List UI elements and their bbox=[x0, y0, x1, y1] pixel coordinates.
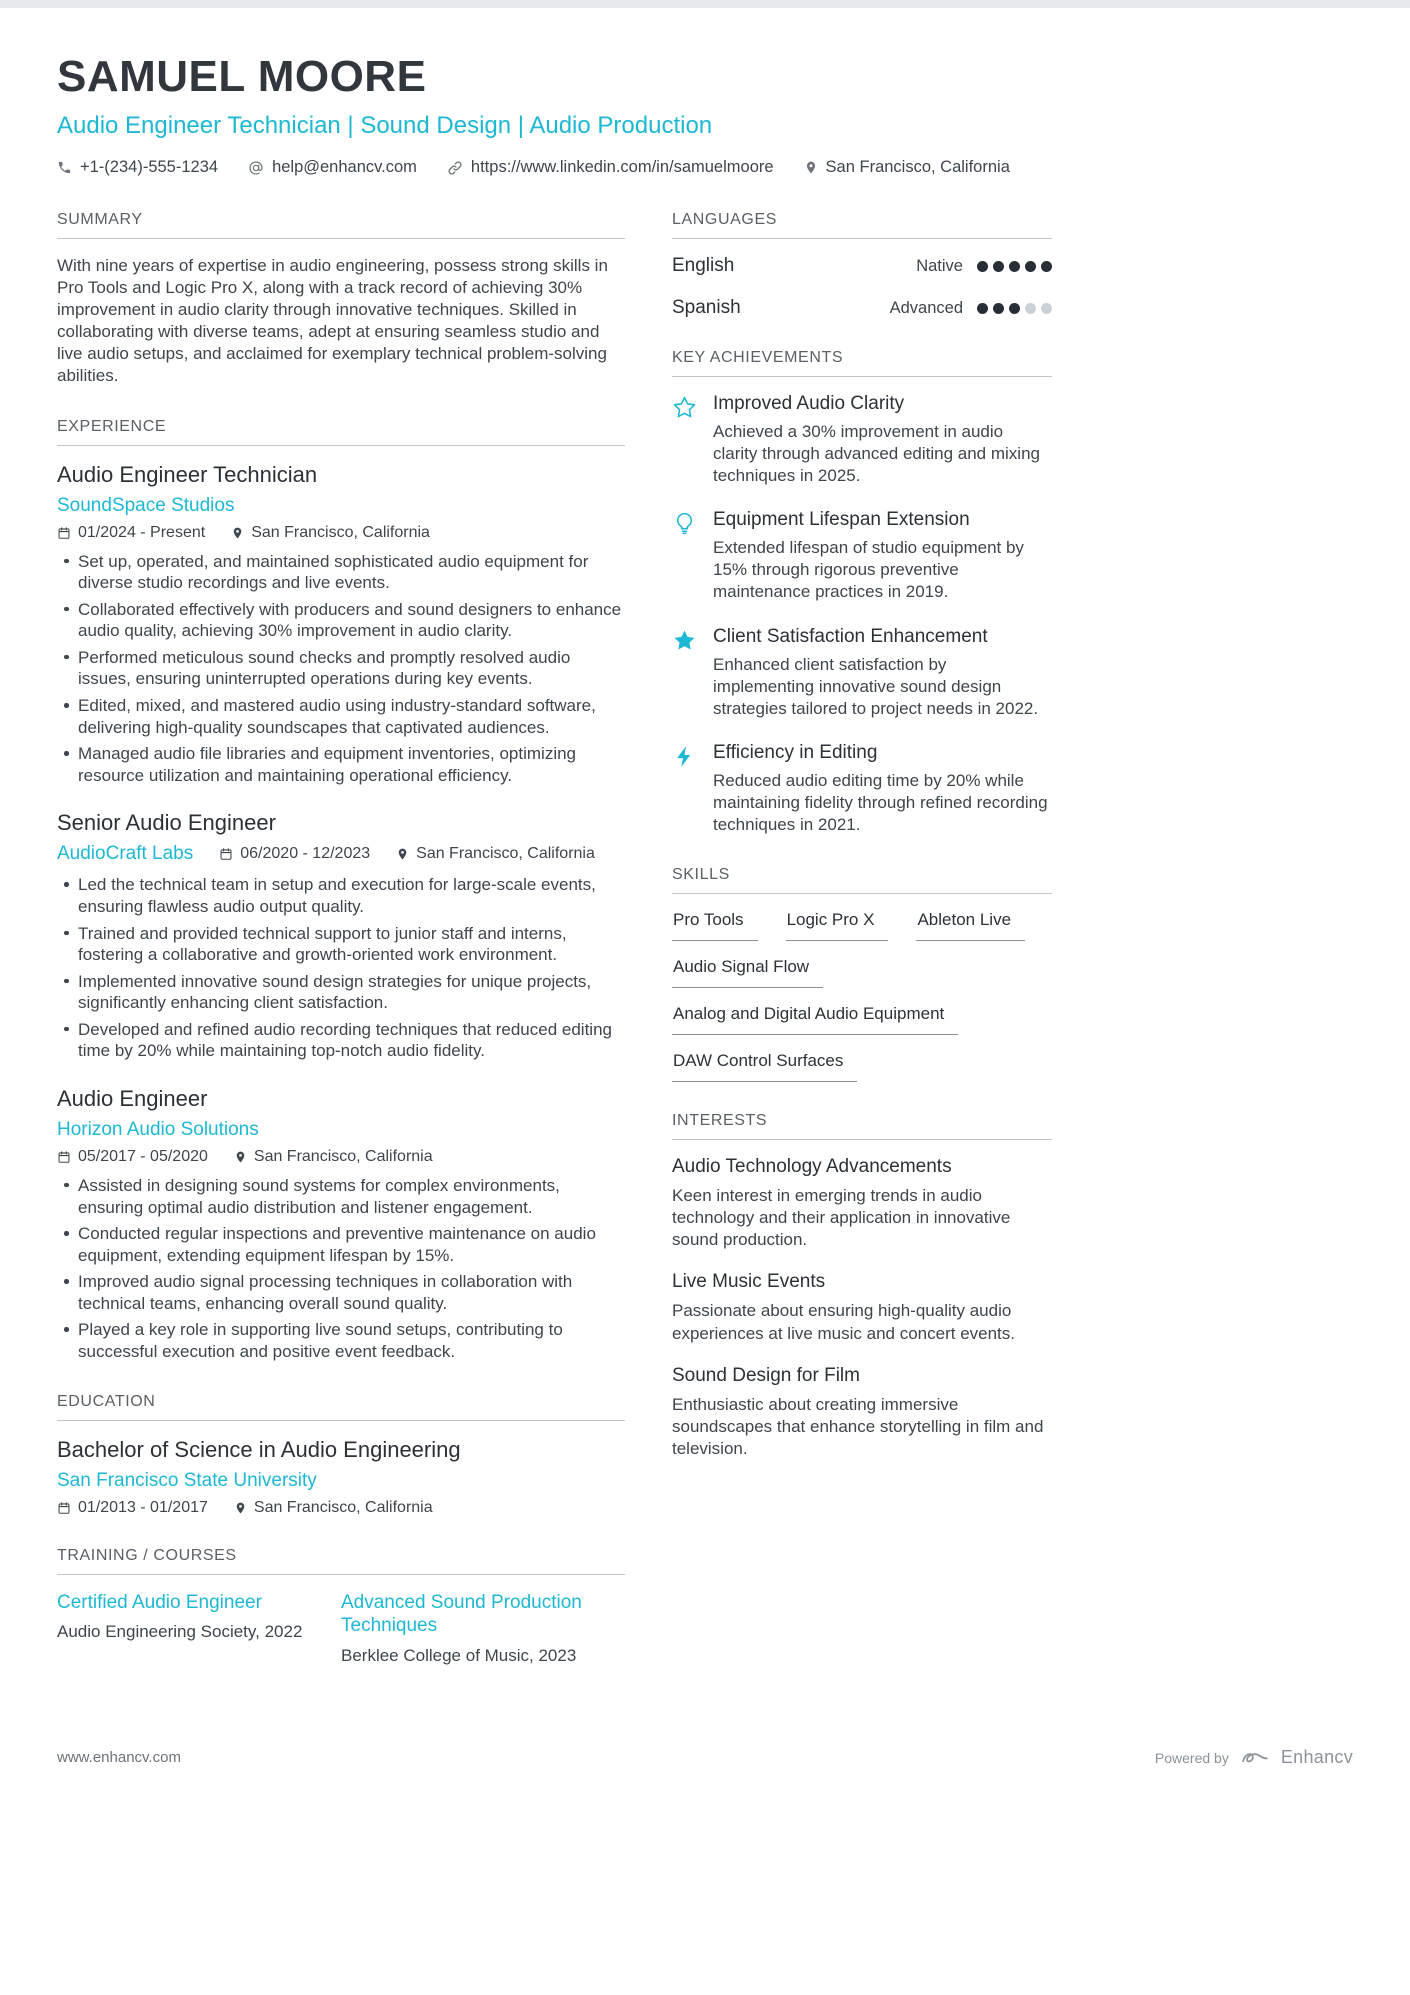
job-bullets bbox=[57, 1175, 625, 1363]
section-skills bbox=[672, 866, 1052, 1082]
section-interests bbox=[672, 1112, 1052, 1460]
achievement-description: Reduced audio editing time by 20% while maintaining fidelity through refined recording techniques in 2021. bbox=[713, 770, 1048, 835]
bolt-icon bbox=[672, 742, 698, 836]
job-location-text: San Francisco, California bbox=[253, 1147, 433, 1165]
bullet: Collaborated effectively with producers and sound designers to enhance audio quality, achieving 30% improvement in audio clarity. bbox=[57, 599, 625, 642]
job-dates-text: 05/2017 - 05/2020 bbox=[78, 1147, 208, 1165]
bullet: Implemented innovative sound design strategies for unique projects, significantly enhancing client satisfaction. bbox=[57, 971, 625, 1014]
calendar-icon bbox=[57, 1501, 71, 1515]
language-name: English bbox=[672, 255, 735, 276]
proficiency-dot bbox=[977, 303, 988, 314]
contact-location-text: San Francisco, California bbox=[825, 158, 1010, 176]
bullet: Managed audio file libraries and equipment inventories, optimizing resource utilization and maintaining operational efficiency. bbox=[57, 743, 625, 786]
skill-item: DAW Control Surfaces bbox=[672, 1051, 857, 1082]
achievement-body bbox=[713, 509, 1052, 603]
achievement-description: Enhanced client satisfaction by implementing innovative sound design strategies tailored to project needs in 2022. bbox=[713, 654, 1039, 718]
location-pin-icon bbox=[234, 1150, 247, 1164]
training-grid bbox=[57, 1591, 625, 1668]
job-dates bbox=[57, 524, 205, 542]
course-org: Berklee College of Music, 2023 bbox=[341, 1646, 577, 1666]
location-pin-icon bbox=[231, 526, 244, 540]
location-pin-icon bbox=[396, 847, 409, 861]
proficiency-dot bbox=[977, 261, 988, 272]
interest-description: Enthusiastic about creating immersive soundscapes that enhance storytelling in film and television. bbox=[672, 1394, 1044, 1458]
phone-icon bbox=[57, 160, 72, 175]
section-education bbox=[57, 1393, 625, 1517]
job-dates bbox=[219, 845, 370, 863]
proficiency-dot bbox=[993, 261, 1004, 272]
bullet: Conducted regular inspections and preventive maintenance on audio equipment, extending equipment lifespan by 15%. bbox=[57, 1223, 625, 1266]
job-meta bbox=[57, 1148, 625, 1166]
contact-email[interactable] bbox=[248, 158, 417, 177]
job-dates bbox=[57, 1148, 208, 1166]
enhancv-logo-icon bbox=[1239, 1748, 1271, 1768]
language-name: Spanish bbox=[672, 297, 741, 318]
location-pin-icon bbox=[234, 1501, 247, 1515]
interest-title: Live Music Events bbox=[672, 1271, 826, 1293]
page-title: SAMUEL MOORE bbox=[57, 52, 427, 101]
powered-by-link[interactable] bbox=[1155, 1747, 1353, 1768]
interest-description: Keen interest in emerging trends in audio technology and their application in innovative sound production. bbox=[672, 1186, 1011, 1250]
at-icon bbox=[248, 160, 264, 176]
school-name: San Francisco State University bbox=[57, 1469, 317, 1491]
star-outline-icon bbox=[672, 393, 698, 487]
job-dates-text: 01/2024 - Present bbox=[78, 523, 206, 541]
section-experience bbox=[57, 418, 625, 1363]
section-training bbox=[57, 1547, 625, 1668]
education-meta bbox=[57, 1499, 625, 1517]
interest-title: Sound Design for Film bbox=[672, 1364, 860, 1386]
degree-title: Bachelor of Science in Audio Engineering bbox=[57, 1436, 461, 1462]
skill-item: Logic Pro X bbox=[786, 910, 889, 941]
course-name: Advanced Sound Production Techniques bbox=[341, 1591, 582, 1637]
job-bullets bbox=[57, 874, 625, 1062]
proficiency-dot bbox=[1041, 303, 1052, 314]
section-languages bbox=[672, 211, 1052, 319]
star-filled-icon bbox=[672, 626, 698, 720]
interest-item bbox=[672, 1271, 1052, 1344]
achievement-title: Equipment Lifespan Extension bbox=[713, 509, 970, 531]
job-location bbox=[231, 524, 430, 542]
language-level: Native bbox=[916, 256, 963, 275]
job-location bbox=[234, 1148, 433, 1166]
professional-title: Audio Engineer Technician | Sound Design | Audio Production bbox=[57, 112, 713, 139]
proficiency-dot bbox=[1041, 261, 1052, 272]
contact-email-text: help@enhancv.com bbox=[272, 158, 417, 176]
language-proficiency-dots bbox=[977, 261, 1052, 272]
job-location-text: San Francisco, California bbox=[416, 845, 595, 863]
resume-page bbox=[0, 8, 1410, 1828]
interests-heading: INTERESTS bbox=[672, 1112, 1052, 1140]
calendar-icon bbox=[57, 526, 71, 540]
page-top-strip bbox=[0, 0, 1410, 8]
education-location-text: San Francisco, California bbox=[253, 1498, 433, 1516]
job-dates-text: 06/2020 - 12/2023 bbox=[240, 845, 371, 863]
bullet: Performed meticulous sound checks and promptly resolved audio issues, ensuring uninterrupted operations during key events. bbox=[57, 647, 625, 690]
proficiency-dot bbox=[1009, 261, 1020, 272]
education-location bbox=[234, 1499, 433, 1517]
job-location bbox=[396, 845, 595, 863]
achievement-item bbox=[672, 509, 1052, 603]
achievement-description: Extended lifespan of studio equipment by 15% through rigorous preventive maintenance practices in 2019. bbox=[713, 538, 1024, 602]
experience-entry bbox=[57, 462, 625, 787]
bullet: Led the technical team in setup and execution for large-scale events, ensuring flawless audio output quality. bbox=[57, 874, 625, 917]
course-name: Certified Audio Engineer bbox=[57, 1591, 262, 1613]
language-proficiency-dots bbox=[977, 303, 1052, 314]
section-achievements bbox=[672, 349, 1052, 836]
contact-phone-text: +1-(234)-555-1234 bbox=[80, 158, 219, 176]
skill-item: Analog and Digital Audio Equipment bbox=[672, 1004, 958, 1035]
contact-linkedin-text: https://www.linkedin.com/in/samuelmoore bbox=[470, 158, 774, 176]
location-pin-icon bbox=[804, 160, 818, 175]
skills-list bbox=[672, 910, 1052, 1082]
job-title: Audio Engineer bbox=[57, 1085, 208, 1111]
summary-text: With nine years of expertise in audio engineering, possess strong skills in Pro Tools and Logic Pro X, along with a track record of achieving 30% improvement in audio clarity through innovative techniques. Skilled in collaborating with diverse teams, adept at ensuring seamless studio and live audio setups, and acclaimed for exemplary technical problem-solving abilities. bbox=[57, 256, 608, 386]
job-meta bbox=[57, 843, 625, 865]
bullet: Trained and provided technical support to junior staff and interns, fostering a collaborative and growth-oriented work environment. bbox=[57, 923, 625, 966]
job-meta bbox=[57, 524, 625, 542]
achievement-body bbox=[713, 393, 1052, 487]
experience-heading: EXPERIENCE bbox=[57, 418, 625, 446]
bullet: Assisted in designing sound systems for complex environments, ensuring optimal audio distribution and listener engagement. bbox=[57, 1175, 625, 1218]
job-bullets bbox=[57, 551, 625, 787]
left-column bbox=[57, 211, 625, 1697]
bullet: Played a key role in supporting live sound setups, contributing to successful execution and positive event feedback. bbox=[57, 1319, 625, 1362]
skill-item: Pro Tools bbox=[672, 910, 758, 941]
company-name: Horizon Audio Solutions bbox=[57, 1118, 259, 1140]
footer-site-link[interactable]: www.enhancv.com bbox=[57, 1749, 181, 1767]
course-org: Audio Engineering Society, 2022 bbox=[57, 1622, 303, 1642]
language-item bbox=[672, 255, 1052, 277]
proficiency-dot bbox=[1025, 303, 1036, 314]
education-dates-text: 01/2013 - 01/2017 bbox=[78, 1498, 208, 1516]
link-icon bbox=[447, 160, 463, 176]
section-summary bbox=[57, 211, 625, 388]
bullet: Edited, mixed, and mastered audio using industry-standard software, delivering high-quality soundscapes that captivated audiences. bbox=[57, 695, 625, 738]
summary-heading: SUMMARY bbox=[57, 211, 625, 239]
interest-description: Passionate about ensuring high-quality audio experiences at live music and concert events. bbox=[672, 1301, 1016, 1343]
company-name: AudioCraft Labs bbox=[57, 843, 194, 865]
contact-phone[interactable] bbox=[57, 158, 218, 177]
education-heading: EDUCATION bbox=[57, 1393, 625, 1421]
skill-item: Ableton Live bbox=[916, 910, 1025, 941]
calendar-icon bbox=[219, 847, 233, 861]
achievement-item bbox=[672, 742, 1052, 836]
experience-entry bbox=[57, 1086, 625, 1363]
achievements-heading: KEY ACHIEVEMENTS bbox=[672, 349, 1052, 377]
resume-header bbox=[57, 52, 1353, 177]
skill-item: Audio Signal Flow bbox=[672, 957, 823, 988]
lightbulb-icon bbox=[672, 509, 698, 603]
language-item bbox=[672, 297, 1052, 319]
achievement-title: Efficiency in Editing bbox=[713, 741, 878, 763]
right-column bbox=[672, 211, 1052, 1490]
achievement-item bbox=[672, 626, 1052, 720]
course-item bbox=[341, 1591, 625, 1668]
achievement-title: Improved Audio Clarity bbox=[713, 393, 905, 414]
contact-location bbox=[804, 158, 1010, 177]
languages-heading: LANGUAGES bbox=[672, 211, 1052, 239]
powered-by-label: Powered by bbox=[1154, 1749, 1229, 1766]
job-title: Senior Audio Engineer bbox=[57, 810, 276, 836]
achievement-body bbox=[713, 626, 1052, 720]
bullet: Set up, operated, and maintained sophisticated audio equipment for diverse studio recordings and live events. bbox=[57, 551, 625, 594]
contact-row bbox=[57, 158, 1353, 177]
skills-heading: SKILLS bbox=[672, 866, 1052, 894]
content-columns bbox=[57, 211, 1353, 1697]
enhancv-brand-text: Enhancv bbox=[1280, 1747, 1353, 1768]
interest-title: Audio Technology Advancements bbox=[672, 1156, 952, 1178]
proficiency-dot bbox=[1025, 261, 1036, 272]
job-location-text: San Francisco, California bbox=[251, 523, 430, 541]
contact-linkedin[interactable] bbox=[447, 158, 774, 177]
achievement-title: Client Satisfaction Enhancement bbox=[713, 625, 988, 647]
experience-entry bbox=[57, 810, 625, 1062]
bullet: Developed and refined audio recording techniques that reduced editing time by 20% while maintaining top-notch audio fidelity. bbox=[57, 1019, 625, 1062]
achievement-item bbox=[672, 393, 1052, 487]
company-name: SoundSpace Studios bbox=[57, 494, 235, 516]
interest-item bbox=[672, 1365, 1052, 1460]
education-dates bbox=[57, 1499, 208, 1517]
proficiency-dot bbox=[993, 303, 1004, 314]
achievement-body bbox=[713, 742, 1052, 836]
calendar-icon bbox=[57, 1150, 71, 1164]
job-title: Audio Engineer Technician bbox=[57, 461, 318, 487]
language-level: Advanced bbox=[889, 298, 963, 317]
achievement-description: Achieved a 30% improvement in audio clarity through advanced editing and mixing techniques in 2025. bbox=[713, 422, 1040, 486]
training-heading: TRAINING / COURSES bbox=[57, 1547, 625, 1575]
course-item bbox=[57, 1591, 341, 1668]
page-footer bbox=[57, 1747, 1353, 1768]
interest-item bbox=[672, 1156, 1052, 1251]
bullet: Improved audio signal processing techniques in collaboration with technical teams, enhancing overall sound quality. bbox=[57, 1271, 625, 1314]
proficiency-dot bbox=[1009, 303, 1020, 314]
